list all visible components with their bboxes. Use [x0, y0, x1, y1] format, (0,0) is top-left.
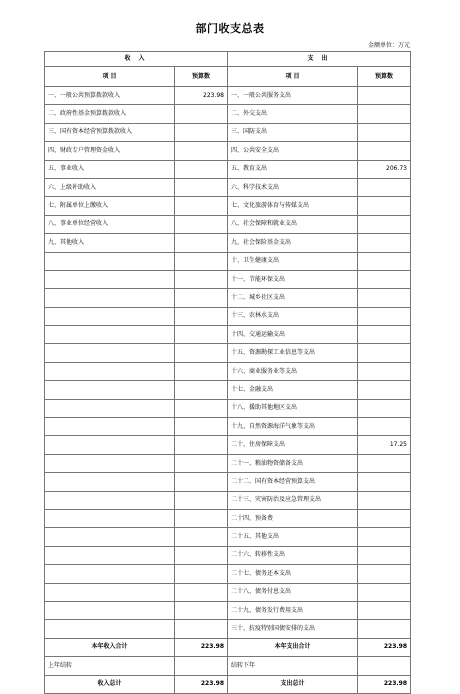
table-row	[45, 123, 411, 141]
expense-item-cell: 二十三、灾害防治及应急管理支出	[228, 491, 358, 509]
expense-item-cell: 八、社会保障和就业支出	[228, 215, 358, 233]
carry-forward-amount	[358, 657, 411, 675]
income-amount-cell	[175, 105, 228, 123]
income-item-cell	[45, 381, 175, 399]
expense-amount-cell	[358, 528, 411, 546]
expense-item-cell: 二十七、债务还本支出	[228, 565, 358, 583]
expense-item-cell: 十六、商业服务业等支出	[228, 362, 358, 380]
income-amount-cell	[175, 436, 228, 454]
expense-item-cell: 三、国防支出	[228, 123, 358, 141]
expense-item-cell: 十七、金融支出	[228, 381, 358, 399]
table-row	[45, 509, 411, 527]
last-year-balance-amount	[175, 657, 228, 675]
income-amount-cell	[175, 234, 228, 252]
income-item-cell	[45, 620, 175, 638]
income-amount-cell	[175, 252, 228, 270]
grand-total-row	[45, 675, 411, 693]
expense-amount-cell	[358, 565, 411, 583]
income-item-cell	[45, 583, 175, 601]
income-amount-cell	[175, 399, 228, 417]
expense-amount-cell	[358, 454, 411, 472]
table-row	[45, 234, 411, 252]
expense-amount-cell	[358, 307, 411, 325]
expense-item-cell: 四、公共安全支出	[228, 142, 358, 160]
expense-item-cell: 十八、援助其他地区支出	[228, 399, 358, 417]
income-amount-cell	[175, 362, 228, 380]
expense-amount-cell	[358, 142, 411, 160]
expense-amount-cell	[358, 234, 411, 252]
table-row	[45, 473, 411, 491]
expense-item-cell: 九、社会保险基金支出	[228, 234, 358, 252]
expense-amount-cell	[358, 399, 411, 417]
year-expense-total-amount: 223.98	[358, 638, 411, 656]
income-budget-header: 预算数	[175, 67, 228, 87]
expense-amount-cell	[358, 381, 411, 399]
expense-amount-cell	[358, 197, 411, 215]
expense-item-cell: 三十、抗疫特别国债安排的支出	[228, 620, 358, 638]
table-row	[45, 381, 411, 399]
income-item-cell	[45, 528, 175, 546]
table-row	[45, 583, 411, 601]
income-item-cell	[45, 436, 175, 454]
expense-amount-cell	[358, 473, 411, 491]
income-item-cell	[45, 289, 175, 307]
income-grand-total-label: 收入总计	[45, 675, 175, 693]
expense-amount-cell	[358, 178, 411, 196]
expense-item-cell: 十二、城乡社区支出	[228, 289, 358, 307]
expense-amount-cell	[358, 620, 411, 638]
income-item-cell: 三、国有资本经营预算拨款收入	[45, 123, 175, 141]
expense-amount-cell	[358, 326, 411, 344]
expense-amount-cell	[358, 583, 411, 601]
income-item-cell	[45, 399, 175, 417]
income-item-cell: 二、政府性基金预算拨款收入	[45, 105, 175, 123]
expense-amount-cell	[358, 546, 411, 564]
carryover-row	[45, 657, 411, 675]
income-item-cell: 六、上级补助收入	[45, 178, 175, 196]
income-item-cell: 五、事业收入	[45, 160, 175, 178]
income-amount-cell	[175, 565, 228, 583]
table-row	[45, 178, 411, 196]
table-row	[45, 418, 411, 436]
expense-budget-header: 预算数	[358, 67, 411, 87]
year-total-row	[45, 638, 411, 656]
income-item-cell: 八、事业单位经营收入	[45, 215, 175, 233]
income-item-cell	[45, 362, 175, 380]
expense-item-cell: 二十五、其他支出	[228, 528, 358, 546]
expense-item-cell: 十三、农林水支出	[228, 307, 358, 325]
income-section-header: 收 入	[45, 52, 228, 67]
expense-amount-cell	[358, 215, 411, 233]
expense-item-cell: 十五、资源勘探工业信息等支出	[228, 344, 358, 362]
income-item-cell	[45, 491, 175, 509]
expense-item-cell: 十一、节能环保支出	[228, 270, 358, 288]
income-item-cell	[45, 509, 175, 527]
expense-amount-cell	[358, 105, 411, 123]
income-grand-total-amount: 223.98	[175, 675, 228, 693]
income-item-cell	[45, 565, 175, 583]
income-item-cell	[45, 307, 175, 325]
year-income-total-amount: 223.98	[175, 638, 228, 656]
expense-amount-cell	[358, 123, 411, 141]
expense-item-cell: 二十一、粮油物资储备支出	[228, 454, 358, 472]
expense-grand-total-label: 支出总计	[228, 675, 358, 693]
table-row	[45, 105, 411, 123]
income-amount-cell	[175, 620, 228, 638]
expense-item-cell: 六、科学技术支出	[228, 178, 358, 196]
income-amount-cell	[175, 473, 228, 491]
income-amount-cell	[175, 160, 228, 178]
expense-amount-cell	[358, 87, 411, 105]
income-amount-cell	[175, 491, 228, 509]
income-amount-cell	[175, 601, 228, 619]
table-row	[45, 546, 411, 564]
table-row	[45, 87, 411, 105]
income-item-header: 项 目	[45, 67, 175, 87]
expense-item-cell: 十四、交通运输支出	[228, 326, 358, 344]
expense-item-cell: 二十六、转移性支出	[228, 546, 358, 564]
income-amount-cell	[175, 326, 228, 344]
income-item-cell	[45, 546, 175, 564]
income-item-cell	[45, 454, 175, 472]
expense-item-cell: 五、教育支出	[228, 160, 358, 178]
expense-grand-total-amount: 223.98	[358, 675, 411, 693]
income-amount-cell	[175, 583, 228, 601]
table-row	[45, 454, 411, 472]
table-row	[45, 142, 411, 160]
table-row	[45, 270, 411, 288]
expense-amount-cell	[358, 491, 411, 509]
income-amount-cell	[175, 178, 228, 196]
expense-amount-cell	[358, 252, 411, 270]
section-header-row	[45, 52, 411, 67]
table-body	[45, 52, 411, 694]
table-row	[45, 436, 411, 454]
income-amount-cell	[175, 197, 228, 215]
table-row	[45, 399, 411, 417]
table-row	[45, 197, 411, 215]
expense-amount-cell: 206.73	[358, 160, 411, 178]
expense-item-cell: 十九、自然资源海洋气象等支出	[228, 418, 358, 436]
year-expense-total-label: 本年支出合计	[228, 638, 358, 656]
income-item-cell	[45, 252, 175, 270]
income-item-cell	[45, 601, 175, 619]
table-row	[45, 620, 411, 638]
table-row	[45, 362, 411, 380]
table-row	[45, 565, 411, 583]
expense-amount-cell: 17.25	[358, 436, 411, 454]
income-item-cell: 七、附属单位上缴收入	[45, 197, 175, 215]
income-item-cell: 四、财政专户管理资金收入	[45, 142, 175, 160]
amount-unit-label: 金额单位：万元	[367, 42, 410, 49]
table-row	[45, 344, 411, 362]
carry-forward-label: 结转下年	[228, 657, 358, 675]
expense-item-cell: 二十四、预备费	[228, 509, 358, 527]
expense-item-cell: 十、卫生健康支出	[228, 252, 358, 270]
expense-item-cell: 二、外交支出	[228, 105, 358, 123]
income-amount-cell	[175, 509, 228, 527]
income-amount-cell	[175, 418, 228, 436]
income-amount-cell	[175, 270, 228, 288]
income-amount-cell: 223.98	[175, 87, 228, 105]
income-amount-cell	[175, 528, 228, 546]
income-amount-cell	[175, 381, 228, 399]
table-row	[45, 252, 411, 270]
expense-item-cell: 二十、住房保障支出	[228, 436, 358, 454]
expense-item-cell: 一、一般公共服务支出	[228, 87, 358, 105]
income-amount-cell	[175, 123, 228, 141]
budget-summary-table	[44, 51, 411, 694]
table-row	[45, 215, 411, 233]
income-item-cell	[45, 418, 175, 436]
report-title: 部门收支总表	[195, 22, 265, 35]
expense-amount-cell	[358, 418, 411, 436]
expense-section-header: 支 出	[228, 52, 411, 67]
expense-amount-cell	[358, 270, 411, 288]
income-item-cell: 一、一般公共预算拨款收入	[45, 87, 175, 105]
expense-item-cell: 二十二、国有资本经营预算支出	[228, 473, 358, 491]
expense-item-header: 项 目	[228, 67, 358, 87]
income-amount-cell	[175, 344, 228, 362]
income-item-cell	[45, 326, 175, 344]
table-row	[45, 601, 411, 619]
expense-amount-cell	[358, 601, 411, 619]
table-row	[45, 326, 411, 344]
income-amount-cell	[175, 215, 228, 233]
expense-amount-cell	[358, 362, 411, 380]
table-row	[45, 491, 411, 509]
table-row	[45, 307, 411, 325]
table-row	[45, 528, 411, 546]
income-amount-cell	[175, 289, 228, 307]
income-item-cell	[45, 473, 175, 491]
income-amount-cell	[175, 454, 228, 472]
expense-amount-cell	[358, 289, 411, 307]
expense-amount-cell	[358, 344, 411, 362]
expense-amount-cell	[358, 509, 411, 527]
income-item-cell: 九、其他收入	[45, 234, 175, 252]
table-row	[45, 160, 411, 178]
income-amount-cell	[175, 546, 228, 564]
income-item-cell	[45, 344, 175, 362]
income-amount-cell	[175, 142, 228, 160]
column-header-row	[45, 67, 411, 87]
expense-item-cell: 二十九、债务发行费用支出	[228, 601, 358, 619]
year-income-total-label: 本年收入合计	[45, 638, 175, 656]
income-amount-cell	[175, 307, 228, 325]
income-item-cell	[45, 270, 175, 288]
expense-item-cell: 七、文化旅游体育与传媒支出	[228, 197, 358, 215]
table-row	[45, 289, 411, 307]
last-year-balance-label: 上年结转	[45, 657, 175, 675]
expense-item-cell: 二十八、债务付息支出	[228, 583, 358, 601]
